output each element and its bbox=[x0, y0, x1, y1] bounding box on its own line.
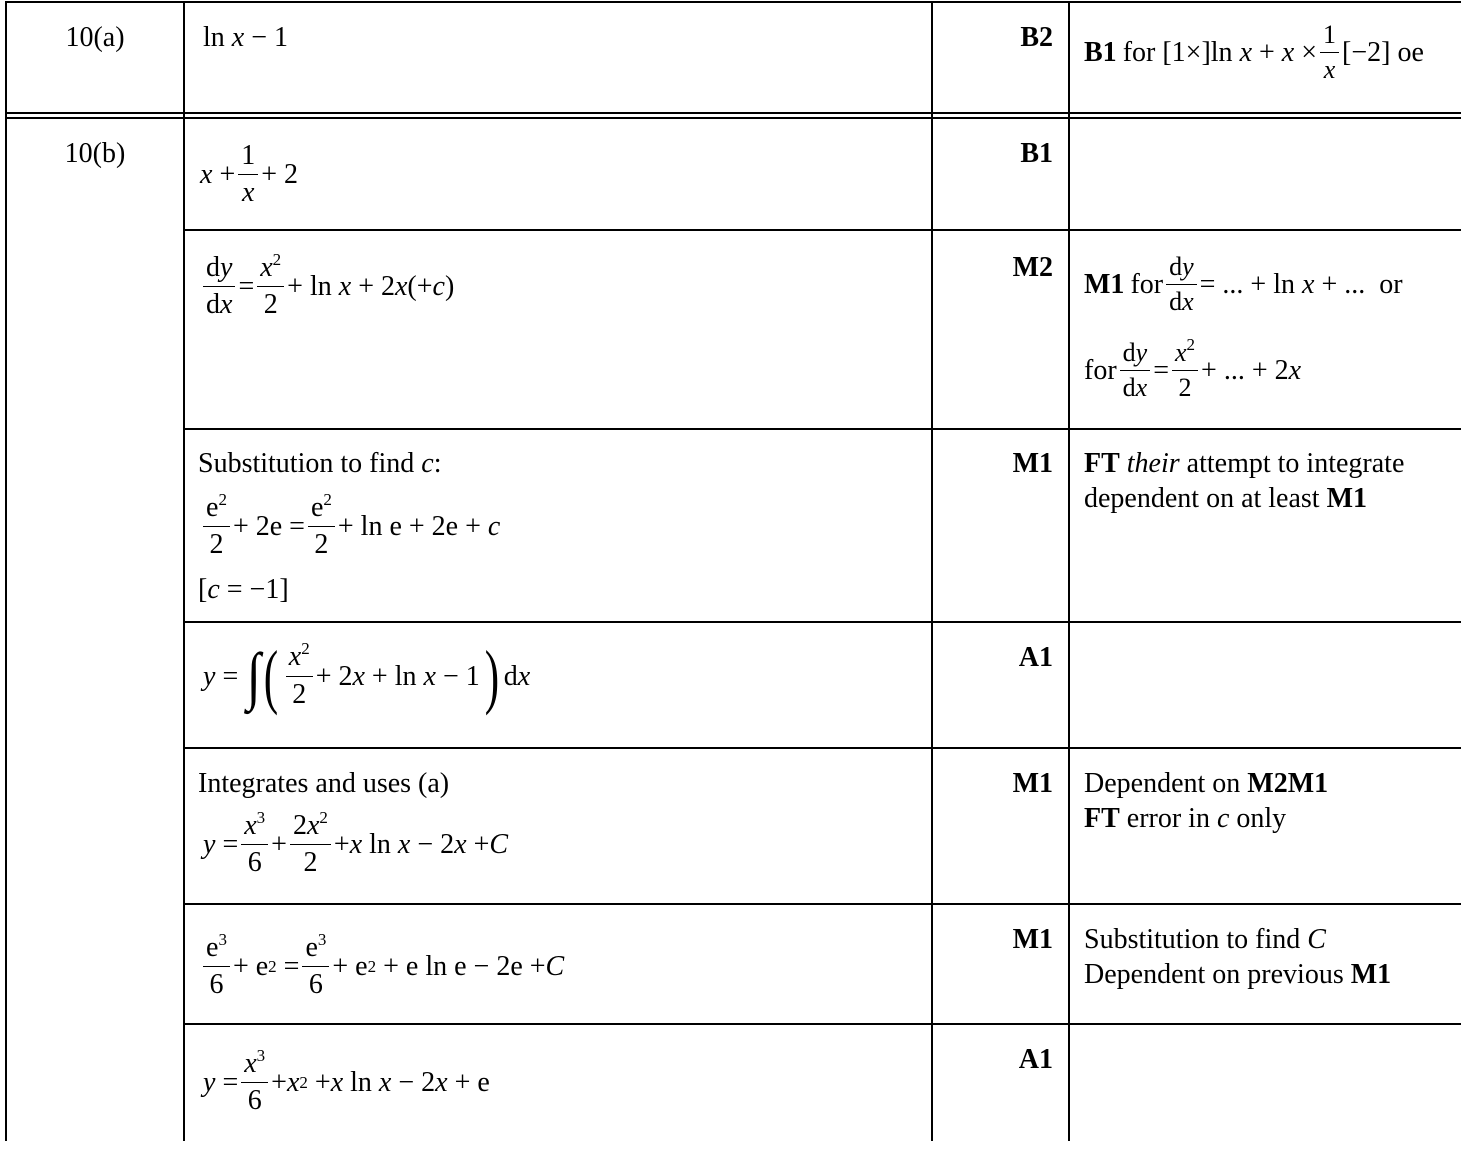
guidance-bold: FT bbox=[1084, 803, 1120, 834]
answer-expression: y = $\frac{x^3}{6}$ + x 2 + x ln x − 2 x + e bbox=[203, 1046, 490, 1117]
guidance-text bbox=[1084, 957, 1391, 992]
grid-line bbox=[183, 229, 1461, 231]
grid-line bbox=[5, 1, 1461, 3]
guidance-line: dependent on at least bbox=[1084, 483, 1320, 514]
mark-code: B1 bbox=[1020, 138, 1053, 169]
guidance-text: for $\frac{dy}{dx}$ = $\frac{x^2}{2}$ + ... + 2 x bbox=[1084, 335, 1302, 402]
question-number: 10(b) bbox=[64, 138, 126, 169]
answer-expression: $\frac{dy}{dx}$ = $\frac{x^2}{2}$ + ln x + 2 x (+ c ) bbox=[200, 250, 454, 321]
guidance-text: B1 for [1×]ln x + x × $\frac{1}{x}$ [−2] oe bbox=[1084, 20, 1424, 84]
answer-expression: y = $\frac{x^3}{6}$ + $\frac{2x^2}{2}$ + x ln x − 2 x + C bbox=[203, 808, 509, 879]
guidance-italic: their bbox=[1126, 448, 1180, 479]
answer-title: Integrates and uses (a) bbox=[198, 768, 450, 799]
guidance-text bbox=[1084, 766, 1328, 801]
mark-code: M1 bbox=[1012, 448, 1053, 479]
mark-code: M1 bbox=[1012, 768, 1053, 799]
guidance-line: Dependent on bbox=[1084, 768, 1241, 799]
grid-line bbox=[183, 747, 1461, 749]
guidance-bold: FT bbox=[1084, 448, 1120, 479]
guidance-text: Substitution to find C bbox=[1084, 924, 1326, 955]
guidance-text: FT error in c only bbox=[1084, 803, 1287, 834]
grid-line bbox=[183, 1, 185, 1141]
grid-line bbox=[5, 112, 1461, 114]
grid-line bbox=[1068, 1, 1070, 1141]
guidance-text bbox=[1084, 481, 1367, 516]
answer-expression: x + $\frac{1}{x}$ + 2 bbox=[200, 140, 299, 209]
grid-line bbox=[5, 1, 7, 1141]
guidance-text: M1 for $\frac{dy}{dx}$ = ... + ln x + ... or bbox=[1084, 252, 1403, 316]
guidance-bold: M1 bbox=[1350, 959, 1392, 990]
grid-line bbox=[5, 117, 1461, 119]
answer-expression: $\frac{e^3}{6}$ + e 2 = $\frac{e^3}{6}$ + e 2 + e ln e − 2e + C bbox=[200, 930, 564, 1001]
mark-code: B2 bbox=[1020, 22, 1053, 53]
guidance-bold: M2M1 bbox=[1247, 768, 1329, 799]
answer-title: Substitution to find c: bbox=[198, 448, 442, 479]
guidance-bold: B1 bbox=[1084, 36, 1117, 68]
grid-line bbox=[183, 621, 1461, 623]
answer-expression: ln x − 1 bbox=[203, 22, 289, 53]
guidance-line: Dependent on previous bbox=[1084, 959, 1344, 990]
guidance-text bbox=[1084, 446, 1404, 481]
answer-expression: y = ∫ ( $\frac{x^2}{2}$ + 2 x + ln x − 1 ) d x bbox=[203, 636, 531, 716]
mark-code: M2 bbox=[1012, 252, 1053, 283]
guidance-line: attempt to integrate bbox=[1186, 448, 1405, 479]
mark-code: A1 bbox=[1018, 1044, 1053, 1075]
grid-line bbox=[183, 903, 1461, 905]
answer-expression: $\frac{e^2}{2}$ + 2e = $\frac{e^2}{2}$ + ln e + 2e + c bbox=[200, 490, 500, 561]
mark-code: M1 bbox=[1012, 924, 1053, 955]
grid-line bbox=[183, 428, 1461, 430]
grid-line bbox=[183, 1023, 1461, 1025]
guidance-bold: M1 bbox=[1326, 483, 1368, 514]
question-number: 10(a) bbox=[65, 22, 125, 53]
answer-result: [c = −1] bbox=[198, 574, 289, 605]
grid-line bbox=[931, 1, 933, 1141]
mark-code: A1 bbox=[1018, 642, 1053, 673]
